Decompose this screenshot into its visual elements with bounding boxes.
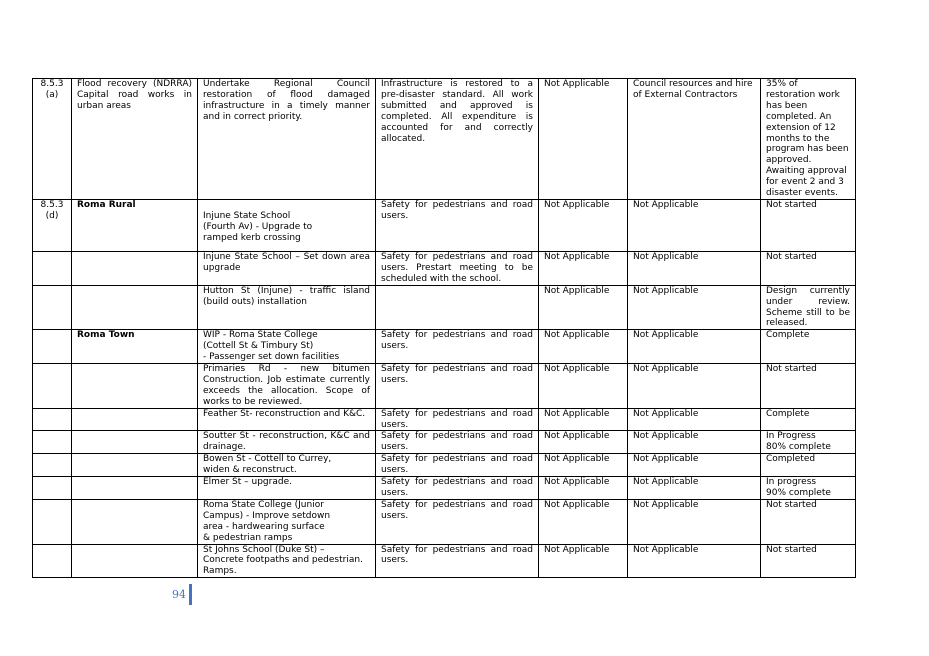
action: Feather St- reconstruction and K&C. — [198, 408, 376, 431]
resources: Not Applicable — [628, 499, 761, 544]
action: Roma State College (Junior Campus) - Improve setdown area - hardwearing surface & pedestrian ramps — [198, 499, 376, 544]
outcome: Safety for pedestrians and road users. — [376, 330, 539, 364]
action: Hutton St (Injune) - traffic island (build outs) installation — [198, 285, 376, 330]
outcome: Safety for pedestrians and road users. — [376, 408, 539, 431]
table-row — [33, 79, 856, 200]
table-row — [33, 431, 856, 454]
budget: Not Applicable — [539, 499, 628, 544]
status: Not started — [761, 544, 856, 578]
resources: Not Applicable — [628, 454, 761, 477]
page-number: 94 — [172, 588, 186, 601]
status: Complete — [761, 330, 856, 364]
action: WIP - Roma State College (Cottell St & Timbury St) - Passenger set down facilities — [198, 330, 376, 364]
resources: Not Applicable — [628, 408, 761, 431]
budget: Not Applicable — [539, 431, 628, 454]
focus-area: Roma Town — [72, 330, 198, 364]
outcome: Safety for pedestrians and road users. — [376, 199, 539, 251]
item-number — [33, 285, 72, 330]
outcome: Safety for pedestrians and road users. — [376, 544, 539, 578]
table-row — [33, 499, 856, 544]
outcome: Safety for pedestrians and road users. — [376, 431, 539, 454]
status: Design currently under review. Scheme still to be released. — [761, 285, 856, 330]
outcome: Safety for pedestrians and road users. — [376, 454, 539, 477]
resources: Council resources and hire of External Contractors — [628, 79, 761, 200]
budget: Not Applicable — [539, 199, 628, 251]
budget: Not Applicable — [539, 454, 628, 477]
item-number — [33, 364, 72, 409]
focus-area — [72, 499, 198, 544]
status: Completed — [761, 454, 856, 477]
resources: Not Applicable — [628, 364, 761, 409]
focus-area — [72, 251, 198, 285]
budget: Not Applicable — [539, 79, 628, 200]
action: Soutter St - reconstruction, K&C and drainage. — [198, 431, 376, 454]
status: 35% of restoration work has been completed. An extension of 12 months to the program has been approved. Awaiting approval for event 2 and 3 disaster events. — [761, 79, 856, 200]
action: Injune State School (Fourth Av) - Upgrade to ramped kerb crossing — [198, 199, 376, 251]
resources: Not Applicable — [628, 199, 761, 251]
works-table — [32, 78, 856, 578]
item-number — [33, 477, 72, 500]
budget: Not Applicable — [539, 364, 628, 409]
table-row — [33, 477, 856, 500]
status: Not started — [761, 499, 856, 544]
status: In Progress 80% complete — [761, 431, 856, 454]
outcome — [376, 285, 539, 330]
table-row — [33, 330, 856, 364]
focus-area: Roma Rural — [72, 199, 198, 251]
table-row — [33, 199, 856, 251]
item-number: 8.5.3 (a) — [33, 79, 72, 200]
item-number — [33, 431, 72, 454]
budget: Not Applicable — [539, 330, 628, 364]
page-number-rule — [189, 584, 192, 605]
resources: Not Applicable — [628, 431, 761, 454]
budget: Not Applicable — [539, 251, 628, 285]
resources: Not Applicable — [628, 285, 761, 330]
budget: Not Applicable — [539, 285, 628, 330]
resources: Not Applicable — [628, 251, 761, 285]
item-number — [33, 499, 72, 544]
resources: Not Applicable — [628, 330, 761, 364]
focus-area — [72, 477, 198, 500]
outcome: Safety for pedestrians and road users. — [376, 364, 539, 409]
action: Injune State School – Set down area upgrade — [198, 251, 376, 285]
outcome: Safety for pedestrians and road users. — [376, 499, 539, 544]
table-row — [33, 285, 856, 330]
focus-area — [72, 544, 198, 578]
table-row — [33, 544, 856, 578]
item-number — [33, 330, 72, 364]
focus-area — [72, 408, 198, 431]
status: Not started — [761, 364, 856, 409]
resources: Not Applicable — [628, 544, 761, 578]
table-row — [33, 408, 856, 431]
status: Not started — [761, 199, 856, 251]
item-number: 8.5.3 (d) — [33, 199, 72, 251]
budget: Not Applicable — [539, 544, 628, 578]
resources: Not Applicable — [628, 477, 761, 500]
action: St Johns School (Duke St) – Concrete footpaths and pedestrian. Ramps. — [198, 544, 376, 578]
table-row — [33, 454, 856, 477]
action: Undertake Regional Council restoration of flood damaged infrastructure in a timely manner and in correct priority. — [198, 79, 376, 200]
action: Elmer St – upgrade. — [198, 477, 376, 500]
status: Not started — [761, 251, 856, 285]
status: Complete — [761, 408, 856, 431]
item-number — [33, 544, 72, 578]
table-row — [33, 251, 856, 285]
budget: Not Applicable — [539, 408, 628, 431]
outcome: Infrastructure is restored to a pre-disaster standard. All work submitted and approved is completed. All expenditure is accounted for and correctly allocated. — [376, 79, 539, 200]
focus-area: Flood recovery (NDRRA) Capital road works in urban areas — [72, 79, 198, 200]
focus-area — [72, 364, 198, 409]
outcome: Safety for pedestrians and road users. Prestart meeting to be scheduled with the school. — [376, 251, 539, 285]
action: Primaries Rd - new bitumen Construction. Job estimate currently exceeds the allocation. Scope of works to be reviewed. — [198, 364, 376, 409]
status: In progress 90% complete — [761, 477, 856, 500]
action: Bowen St - Cottell to Currey, widen & reconstruct. — [198, 454, 376, 477]
focus-area — [72, 431, 198, 454]
focus-area — [72, 454, 198, 477]
focus-area — [72, 285, 198, 330]
budget: Not Applicable — [539, 477, 628, 500]
table-row — [33, 364, 856, 409]
item-number — [33, 454, 72, 477]
outcome: Safety for pedestrians and road users. — [376, 477, 539, 500]
item-number — [33, 251, 72, 285]
item-number — [33, 408, 72, 431]
